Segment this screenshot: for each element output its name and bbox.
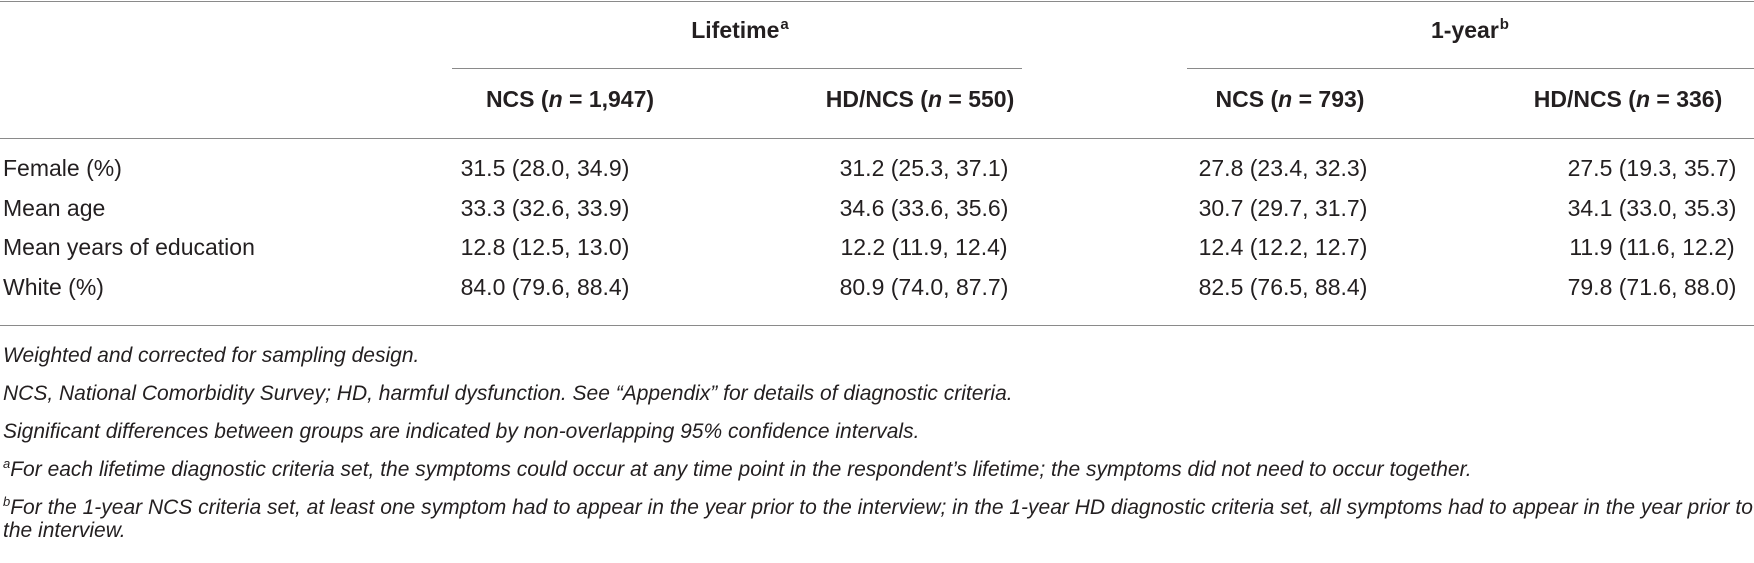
- table-row: [0, 234, 1754, 274]
- column-header-1-year-ncs: NCS (n = 793): [1215, 86, 1365, 112]
- row-label: White (%): [3, 274, 104, 300]
- table-cell: 33.3 (32.6, 33.9): [460, 195, 630, 221]
- lifetime-span-rule: [452, 68, 1022, 69]
- table-cell: 31.2 (25.3, 37.1): [839, 155, 1009, 181]
- note-significance: Significant differences between groups are indicated by non-overlapping 95% confidence intervals.: [3, 420, 920, 443]
- table-row: [0, 195, 1754, 235]
- column-header-lifetime-hd-ncs: HD/NCS (n = 550): [825, 86, 1015, 112]
- header-bottom-rule: [0, 138, 1754, 139]
- table-cell: 34.1 (33.0, 35.3): [1567, 195, 1737, 221]
- table-cell: 79.8 (71.6, 88.0): [1567, 274, 1737, 300]
- table-cell: 12.8 (12.5, 13.0): [460, 234, 630, 260]
- table-cell: 12.4 (12.2, 12.7): [1198, 234, 1368, 260]
- note-weighting: Weighted and corrected for sampling design.: [3, 344, 420, 367]
- table-cell: 11.9 (11.6, 12.2): [1569, 234, 1735, 260]
- footnote-a: $^a$For each lifetime diagnostic criteria set, the symptoms could occur at any time point in the respondent’s lifetime; the symptoms did not need to occur together.: [3, 456, 1472, 481]
- row-label: Mean years of education: [3, 234, 255, 260]
- table-row: [0, 155, 1754, 195]
- footnote-b: $^b$For the 1-year NCS criteria set, at least one symptom had to appear in the year prior to the interview; in the 1-year HD diagnostic criteria set, all symptoms had to appear in the year prior to the interview.: [3, 494, 1753, 542]
- table-cell: 31.5 (28.0, 34.9): [460, 155, 630, 181]
- footnote-mark-b: b: [1499, 16, 1509, 34]
- table-row: [0, 274, 1754, 314]
- 1-year-span-rule: [1187, 68, 1754, 69]
- column-header-lifetime-ncs: NCS (n = 1,947): [485, 86, 655, 112]
- table-cell: 80.9 (74.0, 87.7): [839, 274, 1009, 300]
- table-cell: 12.2 (11.9, 12.4): [840, 234, 1008, 260]
- table-bottom-rule: [0, 325, 1754, 326]
- table-cell: 27.5 (19.3, 35.7): [1567, 155, 1737, 181]
- table-cell: 84.0 (79.6, 88.4): [460, 274, 630, 300]
- table-cell: 27.8 (23.4, 32.3): [1198, 155, 1368, 181]
- table-cell: 30.7 (29.7, 31.7): [1198, 195, 1368, 221]
- table-cell: 82.5 (76.5, 88.4): [1198, 274, 1368, 300]
- table-cell: 34.6 (33.6, 35.6): [839, 195, 1009, 221]
- group-header-lifetime: Lifetime$^a$: [691, 16, 789, 43]
- table-footnotes: [3, 344, 1754, 542]
- row-label: Mean age: [3, 195, 106, 221]
- footnote-mark-a: a: [780, 16, 789, 34]
- group-header-1-year: 1-year$^b$: [1431, 16, 1509, 43]
- note-abbreviations: NCS, National Comorbidity Survey; HD, harmful dysfunction. See “Appendix” for details of diagnostic criteria.: [3, 382, 1013, 405]
- table-top-rule: [0, 1, 1754, 2]
- row-label: Female (%): [3, 155, 122, 181]
- column-header-1-year-hd-ncs: HD/NCS (n = 336): [1533, 86, 1723, 112]
